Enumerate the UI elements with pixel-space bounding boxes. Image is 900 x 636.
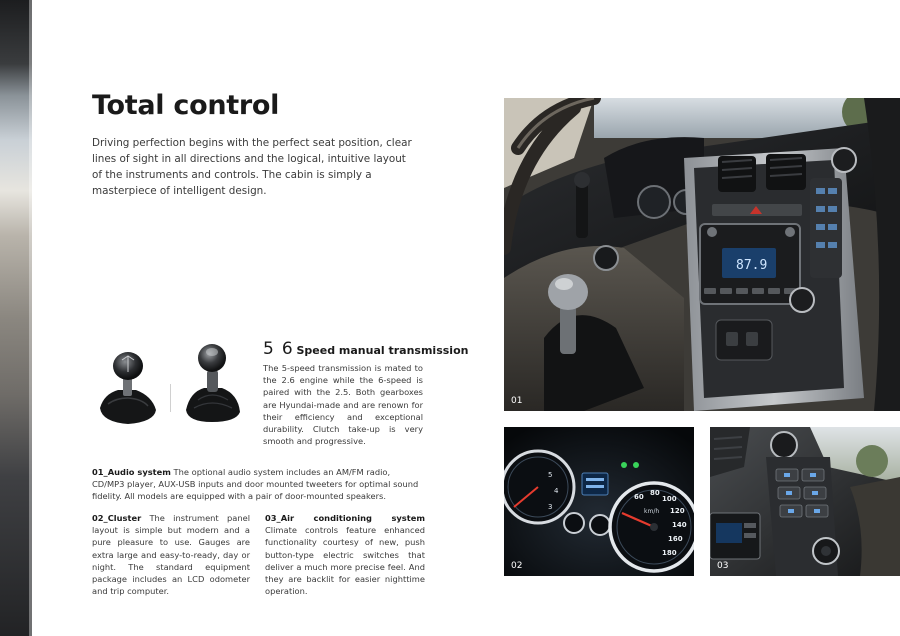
photo-number-02: 02	[511, 561, 523, 571]
photo-number-03: 03	[717, 561, 729, 571]
six-speed-shifter-image	[182, 340, 244, 424]
transmission-heading-text: Speed manual transmission	[296, 344, 469, 357]
transmission-heading	[263, 339, 468, 359]
speedo-tick-120: 120	[670, 507, 685, 515]
cabin-dashboard-photo	[504, 98, 900, 411]
tacho-tick-5: 5	[548, 471, 553, 479]
climate-controls-photo	[710, 427, 900, 576]
cluster-text: The instrument panel layout is simple but modern and a pure pleasure to use. Gauges are extra large and easy-to-ready, day or night. The standard equipment package includes an LCD odometer and trip computer.	[92, 513, 250, 597]
instrument-cluster-photo	[504, 427, 694, 576]
speedo-tick-100: 100	[662, 495, 677, 503]
speedo-tick-180: 180	[662, 549, 677, 557]
air-conditioning-text: Climate controls feature enhanced functionality courtesy of new, push button-type electric switches that deliver a much more precise feel. And they are backlit for easier nighttime operation.	[265, 525, 425, 597]
air-conditioning-caption	[265, 512, 425, 597]
transmission-number-six: 6	[281, 339, 293, 359]
speedo-tick-160: 160	[668, 535, 683, 543]
speedo-tick-60: 60	[634, 493, 644, 501]
cluster-label: 02_Cluster	[92, 513, 142, 523]
speedo-tick-140: 140	[672, 521, 687, 529]
left-photo-strip	[0, 0, 32, 636]
audio-system-label: 01_Audio system	[92, 467, 171, 477]
speedo-tick-80: 80	[650, 489, 660, 497]
five-speed-shifter-image	[94, 346, 160, 426]
air-conditioning-label: 03_Air conditioning system	[265, 513, 425, 523]
audio-system-caption	[92, 466, 424, 503]
page-title: Total control	[92, 90, 280, 121]
cluster-caption	[92, 512, 250, 597]
transmission-number-five: 5	[263, 339, 274, 359]
speed-unit: km/h	[644, 508, 660, 515]
audio-system-text: The optional audio system includes an AM/FM radio, CD/MP3 player, AUX-USB inputs and door mounted tweeters for optimal sound fidelity. All models are equipped with a pair of door-mounted speakers.	[92, 467, 419, 502]
shifter-divider	[170, 384, 171, 412]
photo-number-01: 01	[511, 396, 523, 406]
radio-frequency-display: 87.9	[736, 258, 768, 273]
intro-paragraph: Driving perfection begins with the perfect seat position, clear lines of sight in all directions and the logical, intuitive layout of the instruments and controls. The cabin is simply a masterpiece of intelligent design.	[92, 137, 412, 197]
tacho-tick-4: 4	[554, 487, 559, 495]
transmission-body: The 5-speed transmission is mated to the 2.6 engine while the 6-speed is paired with the 2.5. Both gearboxes are Hyundai-made and are renown for their efficiency and exceptional durability. Clutch take-up is very smooth and progressive.	[263, 363, 423, 447]
tacho-tick-3: 3	[548, 503, 553, 511]
